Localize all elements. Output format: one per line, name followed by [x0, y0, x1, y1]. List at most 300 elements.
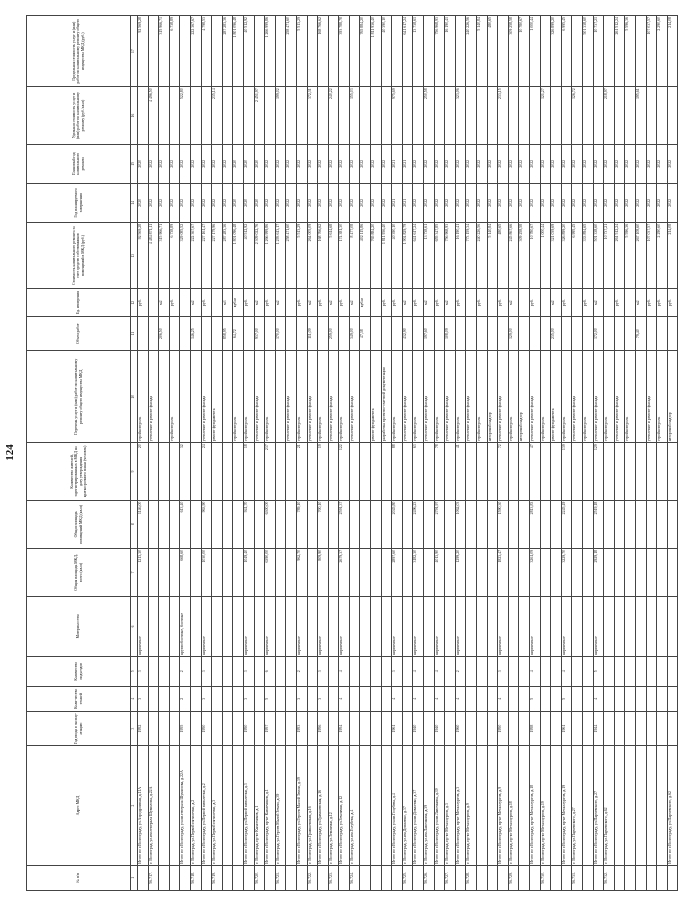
table-cell: [466, 686, 477, 711]
table-cell: 2022: [614, 144, 625, 183]
table-cell: 315 966,71: [159, 222, 170, 289]
table-cell: 4: [339, 656, 350, 686]
table-cell: 329 085,52: [180, 222, 191, 289]
table-cell: 2519,18: [593, 500, 604, 548]
table-cell: стройконтроль: [169, 351, 180, 443]
table-cell: 2022: [190, 144, 201, 183]
table-cell: 1 266 999,86: [265, 16, 276, 87]
table-cell: [540, 597, 551, 657]
column-header: Объем работ: [27, 316, 131, 350]
table-cell: 4 798,53: [201, 16, 212, 87]
table-cell: 64,72: [233, 316, 244, 350]
table-row: [159, 16, 170, 891]
table-cell: руб.: [529, 289, 540, 317]
table-cell: [604, 548, 615, 596]
table-cell: [286, 711, 297, 745]
table-cell: 2022: [424, 144, 435, 183]
table-cell: 56.725.: [402, 865, 413, 890]
table-cell: утепление и ремонт фасада: [349, 351, 360, 443]
table-cell: Итого по г.Волгограду, ул.Героев Малой Земли, д.39: [296, 746, 307, 865]
table-cell: 6390,00: [265, 548, 276, 596]
table-cell: [254, 443, 265, 500]
table-cell: разработка проектно-сметной документации: [381, 351, 392, 443]
table-cell: крупноблочные, блочные: [180, 597, 191, 657]
table-cell: [169, 711, 180, 745]
table-cell: 4013,90: [434, 548, 445, 596]
table-cell: стройконтроль: [392, 351, 403, 443]
table-cell: 937,00: [254, 316, 265, 350]
table-cell: [424, 597, 435, 657]
table-cell: [582, 597, 593, 657]
table-cell: 3: [201, 686, 212, 711]
table-cell: [402, 656, 413, 686]
table-row: [318, 16, 329, 891]
table-cell: [381, 443, 392, 500]
table-cell: ремонт фундамента: [371, 351, 382, 443]
table-cell: 24: [201, 443, 212, 500]
table-cell: 2022: [265, 183, 276, 222]
table-cell: [519, 746, 530, 865]
column-header: Общая площадь помещений МКД (кв.м): [27, 500, 131, 548]
table-cell: г. Волгоград, ул.Парчевского, д.27: [572, 746, 583, 865]
table-cell: 2022: [424, 183, 435, 222]
table-cell: [159, 351, 170, 443]
table-cell: м2: [424, 289, 435, 317]
table-cell: кирпичные: [138, 597, 149, 657]
table-cell: 240,22: [328, 87, 339, 144]
table-cell: 2: [455, 656, 466, 686]
table-cell: [540, 656, 551, 686]
table-cell: [657, 865, 668, 890]
table-cell: [519, 865, 530, 890]
table-cell: 47: [529, 443, 540, 500]
column-number: 11: [131, 316, 138, 350]
table-cell: 3: [138, 686, 149, 711]
table-cell: [614, 500, 625, 548]
table-cell: 2022: [657, 144, 668, 183]
table-cell: 3: [243, 686, 254, 711]
table-cell: 2791,97: [434, 500, 445, 548]
table-cell: 3: [392, 656, 403, 686]
table-cell: 2045,80: [392, 500, 403, 548]
table-row: [604, 16, 615, 891]
table-cell: [604, 500, 615, 548]
table-cell: 2022: [349, 183, 360, 222]
table-cell: 92 569,28: [138, 222, 149, 289]
table-cell: 56.724.: [349, 865, 360, 890]
table-cell: [646, 656, 657, 686]
table-cell: стройконтроль: [233, 351, 244, 443]
table-cell: [222, 711, 233, 745]
table-cell: 2022: [529, 144, 540, 183]
table-row: [233, 16, 244, 891]
column-header: Адрес МКД: [27, 746, 131, 865]
table-cell: 309 258,58: [519, 222, 530, 289]
table-cell: 2022: [519, 144, 530, 183]
table-cell: 121,27: [540, 87, 551, 144]
table-cell: [540, 443, 551, 500]
table-cell: Итого по г.Волгограду, ул.Землячки, д.12: [339, 746, 350, 865]
table-cell: [582, 746, 593, 865]
table-cell: 2022: [371, 183, 382, 222]
table-cell: 2022: [275, 144, 286, 183]
table-cell: [466, 597, 477, 657]
table-cell: 10 780,67: [519, 16, 530, 87]
table-cell: [190, 548, 201, 596]
table-cell: г. Волгоград, пр-кт Канатчиков, д.1: [254, 746, 265, 865]
table-cell: м2: [328, 289, 339, 317]
table-cell: 1953: [296, 711, 307, 745]
table-cell: куб.м: [360, 289, 371, 317]
table-cell: м2: [349, 289, 360, 317]
table-cell: [519, 87, 530, 144]
table-row: [667, 16, 678, 891]
table-cell: м2: [254, 289, 265, 317]
table-cell: 240 226,56: [466, 16, 477, 87]
table-cell: [477, 711, 488, 745]
table-cell: 2022: [572, 144, 583, 183]
table-cell: [233, 746, 244, 865]
table-cell: [487, 87, 498, 144]
table-cell: м2: [275, 289, 286, 317]
table-cell: [646, 500, 657, 548]
table-cell: руб.: [392, 289, 403, 317]
table-cell: [657, 597, 668, 657]
table-cell: [434, 87, 445, 144]
table-cell: 264 005,09: [307, 222, 318, 289]
table-cell: 2022: [307, 144, 318, 183]
table-cell: 2 290,60: [657, 222, 668, 289]
table-cell: 2020: [138, 144, 149, 183]
table-cell: руб.: [201, 289, 212, 317]
table-cell: [222, 351, 233, 443]
table-cell: [540, 548, 551, 596]
table-cell: [572, 711, 583, 745]
table-cell: [148, 316, 159, 350]
table-cell: 258 471,60: [286, 16, 297, 87]
column-number: 4: [131, 686, 138, 711]
table-cell: [487, 711, 498, 745]
table-cell: Итого по г.Волгограду, пр-кт Металлургов, д.19: [561, 746, 572, 865]
table-cell: [180, 16, 191, 87]
table-cell: [339, 87, 350, 144]
table-row: [392, 16, 403, 891]
table-cell: 1590,30: [498, 500, 509, 548]
table-cell: [254, 16, 265, 87]
table-cell: [635, 656, 646, 686]
table-cell: авторский надзор: [667, 351, 678, 443]
table-cell: [434, 316, 445, 350]
table-cell: 2022: [222, 144, 233, 183]
table-cell: 2022: [413, 183, 424, 222]
table-cell: [265, 865, 276, 890]
table-cell: 1299,20: [455, 548, 466, 596]
table-cell: [402, 500, 413, 548]
table-cell: [190, 87, 201, 144]
table-cell: 4: [339, 686, 350, 711]
table-cell: [445, 548, 456, 596]
table-cell: 1944: [593, 711, 604, 745]
table-cell: [159, 548, 170, 596]
table-cell: [529, 865, 540, 890]
table-row: [148, 16, 159, 891]
table-cell: [572, 289, 583, 317]
table-cell: [519, 686, 530, 711]
table-cell: 641 617,24: [402, 16, 413, 87]
table-row: [212, 16, 223, 891]
table-cell: [360, 686, 371, 711]
table-cell: 2: [180, 656, 191, 686]
table-cell: 2020: [243, 183, 254, 222]
table-cell: 2022: [148, 144, 159, 183]
table-cell: 2022: [646, 144, 657, 183]
table-cell: 40 390,10: [381, 16, 392, 87]
table-cell: 32: [180, 443, 191, 500]
table-cell: [604, 316, 615, 350]
table-cell: 199,02: [275, 87, 286, 144]
column-header: Количество подъездов: [27, 656, 131, 686]
table-cell: 2022: [159, 183, 170, 222]
table-cell: [307, 597, 318, 657]
table-cell: [424, 16, 435, 87]
table-header-row: [27, 16, 131, 891]
table-cell: [519, 289, 530, 317]
table-cell: [371, 87, 382, 144]
table-cell: Итого по г.Волгограду, ул.Парчевского, д.62: [667, 746, 678, 865]
table-cell: 700,10: [318, 500, 329, 548]
table-cell: руб.: [265, 289, 276, 317]
table-cell: стройконтроль: [477, 351, 488, 443]
table-row: [349, 16, 360, 891]
table-cell: [349, 656, 360, 686]
table-cell: [646, 686, 657, 711]
table-cell: утепление и ремонт фасада: [445, 351, 456, 443]
table-row: [286, 16, 297, 891]
table-cell: [657, 686, 668, 711]
table-cell: [148, 548, 159, 596]
table-cell: [233, 656, 244, 686]
table-cell: 2022: [646, 183, 657, 222]
table-row: [371, 16, 382, 891]
table-cell: руб.: [646, 289, 657, 317]
table-cell: [212, 443, 223, 500]
table-cell: [487, 686, 498, 711]
table-cell: [233, 443, 244, 500]
table-cell: [604, 289, 615, 317]
capital-repair-plan-table: [26, 15, 678, 891]
table-cell: утепление и ремонт фасада: [286, 351, 297, 443]
table-cell: 962,70: [296, 548, 307, 596]
table-cell: [413, 865, 424, 890]
table-cell: [667, 87, 678, 144]
table-cell: 2022: [381, 144, 392, 183]
table-cell: [371, 746, 382, 865]
table-cell: [477, 87, 488, 144]
table-cell: 1 811 936,40: [381, 222, 392, 289]
table-cell: 56.727.: [445, 865, 456, 890]
table-cell: 4: [593, 686, 604, 711]
table-cell: кирпичные: [243, 597, 254, 657]
table-row: [466, 16, 477, 891]
table-cell: [519, 548, 530, 596]
table-cell: 222 367,67: [190, 222, 201, 289]
table-cell: [275, 548, 286, 596]
table-cell: [625, 597, 636, 657]
table-cell: 2022: [180, 144, 191, 183]
table-cell: [360, 548, 371, 596]
table-cell: 1960: [455, 711, 466, 745]
table-cell: м2: [551, 289, 562, 317]
table-cell: 240 226,56: [477, 222, 488, 289]
table-cell: 16 190,41: [455, 222, 466, 289]
table-cell: [561, 865, 572, 890]
table-cell: [466, 548, 477, 596]
table-cell: [201, 87, 212, 144]
table-cell: м3: [222, 289, 233, 317]
table-cell: [212, 289, 223, 317]
table-cell: 6 995,45: [572, 222, 583, 289]
table-cell: [371, 865, 382, 890]
column-header: Стоимость капитального ремонта за счет средств собственников помещений в МКД (руб.): [27, 222, 131, 289]
table-cell: [169, 656, 180, 686]
table-cell: м2: [159, 289, 170, 317]
table-cell: 5: [529, 686, 540, 711]
table-cell: 2022: [339, 183, 350, 222]
table-cell: куб.м: [233, 289, 244, 317]
table-cell: [159, 656, 170, 686]
table-cell: 56.732.: [604, 865, 615, 890]
table-cell: [402, 686, 413, 711]
table-cell: кирпичные: [498, 597, 509, 657]
table-row: [307, 16, 318, 891]
table-cell: 2022: [169, 183, 180, 222]
table-cell: [646, 711, 657, 745]
table-row: [169, 16, 180, 891]
table-cell: [180, 316, 191, 350]
table-cell: 1 904 829,79: [402, 222, 413, 289]
table-cell: [646, 865, 657, 890]
table-cell: 2022: [582, 144, 593, 183]
table-cell: 227 179,96: [212, 222, 223, 289]
table-cell: 16 190,41: [445, 16, 456, 87]
table-cell: 1823,47: [498, 548, 509, 596]
table-cell: 756 968,93: [434, 16, 445, 87]
column-number: 6: [131, 597, 138, 657]
table-cell: 1940: [434, 711, 445, 745]
column-number: 12: [131, 289, 138, 317]
table-cell: 3: [201, 656, 212, 686]
table-cell: [371, 597, 382, 657]
table-cell: 56.730.: [540, 865, 551, 890]
table-cell: 1 000,44: [540, 222, 551, 289]
table-cell: [222, 500, 233, 548]
table-cell: ремонт фундамента: [212, 351, 223, 443]
table-cell: [275, 351, 286, 443]
column-header: Плановый год капитального ремонта: [27, 144, 131, 183]
table-cell: утепление и ремонт фасада: [593, 351, 604, 443]
table-cell: утепление и ремонт фасада: [201, 351, 212, 443]
table-cell: 2022: [318, 183, 329, 222]
table-cell: [582, 87, 593, 144]
table-cell: [233, 597, 244, 657]
table-cell: 2022: [625, 183, 636, 222]
table-cell: руб.: [413, 289, 424, 317]
table-cell: [635, 16, 646, 87]
table-cell: [360, 597, 371, 657]
table-cell: [265, 87, 276, 144]
table-cell: 258 471,60: [286, 222, 297, 289]
table-cell: 56.721.: [275, 865, 286, 890]
table-cell: руб.: [138, 289, 149, 317]
table-cell: 267 108,60: [635, 222, 646, 289]
table-cell: 245 867,66: [508, 222, 519, 289]
table-cell: 2022: [551, 144, 562, 183]
table-cell: [180, 351, 191, 443]
table-cell: 78: [434, 443, 445, 500]
table-cell: 5 614,68: [328, 222, 339, 289]
table-cell: 2022: [466, 183, 477, 222]
table-cell: 641 617,24: [413, 222, 424, 289]
table-cell: стройконтроль: [138, 351, 149, 443]
table-cell: 1940: [413, 711, 424, 745]
column-header: Количество жителей, зарегистрированных в МКД на дату утверждения краткосрочного плана (человек): [27, 443, 131, 500]
table-cell: [392, 316, 403, 350]
table-cell: [614, 865, 625, 890]
table-cell: [477, 597, 488, 657]
table-cell: [582, 500, 593, 548]
table-cell: [572, 597, 583, 657]
table-cell: [593, 865, 604, 890]
table-cell: 2022: [328, 183, 339, 222]
table-cell: [349, 597, 360, 657]
table-cell: [551, 597, 562, 657]
column-header: Предельная стоимость услуг и (или) работ по капитальному ремонту общего имущества МКД (руб.): [27, 16, 131, 87]
table-cell: [159, 865, 170, 890]
table-row: [413, 16, 424, 891]
table-row: [138, 16, 149, 891]
table-cell: 1 293 613,17: [275, 222, 286, 289]
table-cell: г. Волгоград, ул.Первой пятилетки, д.2: [190, 746, 201, 865]
table-cell: [487, 289, 498, 317]
table-cell: 2021: [402, 183, 413, 222]
table-cell: [635, 548, 646, 596]
table-cell: [233, 548, 244, 596]
table-cell: кирпичные: [265, 597, 276, 657]
table-cell: 1 811 936,40: [371, 16, 382, 87]
table-cell: [307, 443, 318, 500]
table-cell: 2022: [296, 183, 307, 222]
table-cell: [159, 686, 170, 711]
table-cell: [190, 656, 201, 686]
table-cell: [434, 865, 445, 890]
column-number: 5: [131, 656, 138, 686]
table-cell: 2022: [498, 183, 509, 222]
table-cell: 941,70: [243, 500, 254, 548]
table-cell: 63: [413, 443, 424, 500]
table-cell: 6 995,45: [561, 16, 572, 87]
table-cell: 5 513,29: [296, 222, 307, 289]
table-cell: [455, 16, 466, 87]
table-cell: 56.717.: [148, 865, 159, 890]
table-cell: 2245,49: [561, 500, 572, 548]
table-cell: [159, 711, 170, 745]
table-cell: [519, 443, 530, 500]
table-cell: 129,00: [508, 316, 519, 350]
column-number: 16: [131, 87, 138, 144]
table-cell: Итого по г.Волгограду, ул.им.Довженко, д.37: [413, 746, 424, 865]
table-cell: 21: [296, 443, 307, 500]
table-row: [593, 16, 604, 891]
